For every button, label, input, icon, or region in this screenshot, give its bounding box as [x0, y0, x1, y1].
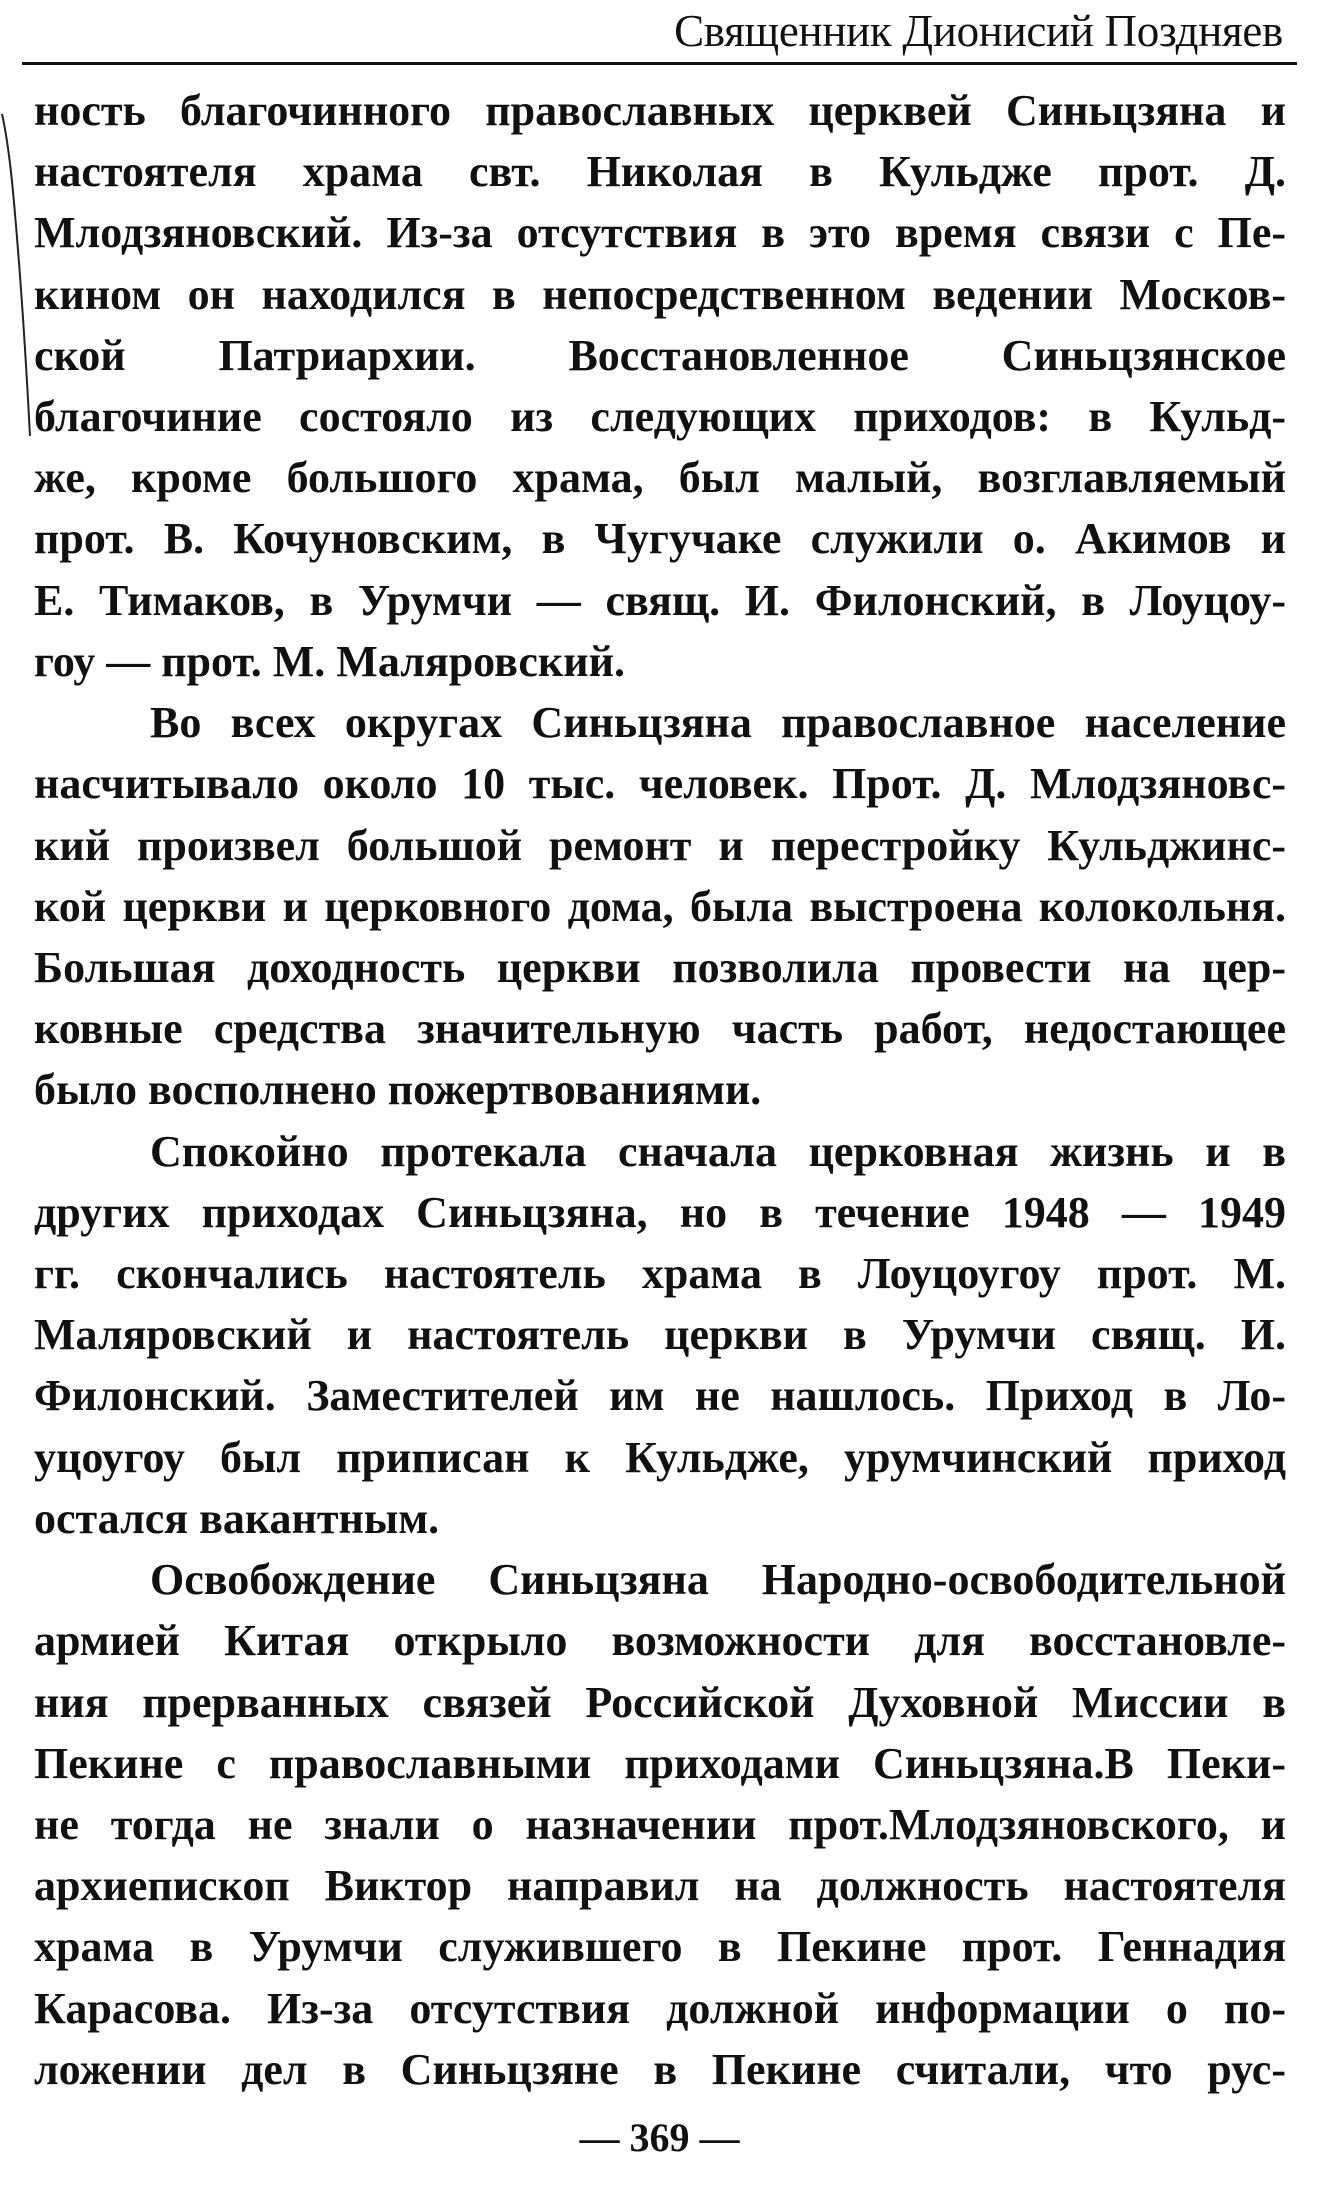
- text-line: ской Патриархии. Восстановленное Синьцзянское: [34, 331, 1286, 380]
- text-line: Млодзяновский. Из-за отсутствия в это время связи с Пе-: [34, 208, 1286, 257]
- text-line: Освобождение Синьцзяна Народно-освободительной: [150, 1555, 1286, 1604]
- text-line: ковные средства значительную часть работ, недостающее: [34, 1004, 1286, 1053]
- text-line: армией Китая открыло возможности для восстановле-: [34, 1616, 1286, 1665]
- text-line: Во всех округах Синьцзяна православное население: [150, 698, 1286, 747]
- text-line: ложении дел в Синьцзяне в Пекине считали, что рус-: [34, 2045, 1286, 2094]
- text-line: ность благочинного православных церквей Синьцзяна и: [34, 86, 1286, 135]
- text-line: остался вакантным.: [34, 1494, 440, 1543]
- text-line: Е. Тимаков, в Урумчи — свящ. И. Филонский, в Лоуцоу-: [34, 576, 1286, 625]
- text-line: насчитывало около 10 тыс. человек. Прот. Д. Млодзяновс-: [34, 759, 1286, 808]
- text-line: Карасова. Из-за отсутствия должной информации о по-: [34, 1984, 1286, 2033]
- text-line: было восполнено пожертвованиями.: [34, 1065, 762, 1114]
- text-line: Маляровский и настоятель церкви в Урумчи свящ. И.: [34, 1310, 1286, 1359]
- header-rule: [22, 62, 1297, 65]
- running-header: Священник Дионисий Поздняев: [674, 6, 1283, 56]
- text-line: Большая доходность церкви позволила провести на цер-: [34, 943, 1286, 992]
- text-line: Пекине с православными приходами Синьцзяна.В Пеки-: [34, 1739, 1286, 1788]
- text-line: кином он находился в непосредственном ведении Москов-: [34, 270, 1286, 319]
- page-number: — 369 —: [579, 2115, 740, 2160]
- text-line: храма в Урумчи служившего в Пекине прот. Геннадия: [34, 1922, 1286, 1971]
- text-line: уцоугоу был приписан к Кульдже, урумчинский приход: [34, 1433, 1286, 1482]
- text-line: настоятеля храма свт. Николая в Кульдже прот. Д.: [34, 147, 1286, 196]
- text-line: благочиние состояло из следующих приходов: в Кульд-: [34, 392, 1286, 441]
- text-line: же, кроме большого храма, был малый, возглавляемый: [34, 453, 1286, 502]
- text-line: кой церкви и церковного дома, была выстроена колокольня.: [34, 882, 1286, 931]
- text-line: Спокойно протекала сначала церковная жизнь и в: [150, 1127, 1286, 1176]
- text-line: кий произвел большой ремонт и перестройку Кульджинс-: [34, 821, 1286, 870]
- text-line: гоу — прот. М. Маляровский.: [34, 637, 625, 686]
- text-line: не тогда не знали о назначении прот.Млодзяновского, и: [34, 1800, 1286, 1849]
- text-line: архиепископ Виктор направил на должность настоятеля: [34, 1861, 1286, 1910]
- text-line: гг. скончались настоятель храма в Лоуцоугоу прот. М.: [34, 1249, 1286, 1298]
- text-line: прот. В. Кочуновским, в Чугучаке служили о. Акимов и: [34, 514, 1286, 563]
- text-line: Филонский. Заместителей им не нашлось. Приход в Ло-: [34, 1371, 1286, 1420]
- text-line: ния прерванных связей Российской Духовной Миссии в: [34, 1678, 1286, 1727]
- text-line: других приходах Синьцзяна, но в течение 1948 — 1949: [34, 1188, 1286, 1237]
